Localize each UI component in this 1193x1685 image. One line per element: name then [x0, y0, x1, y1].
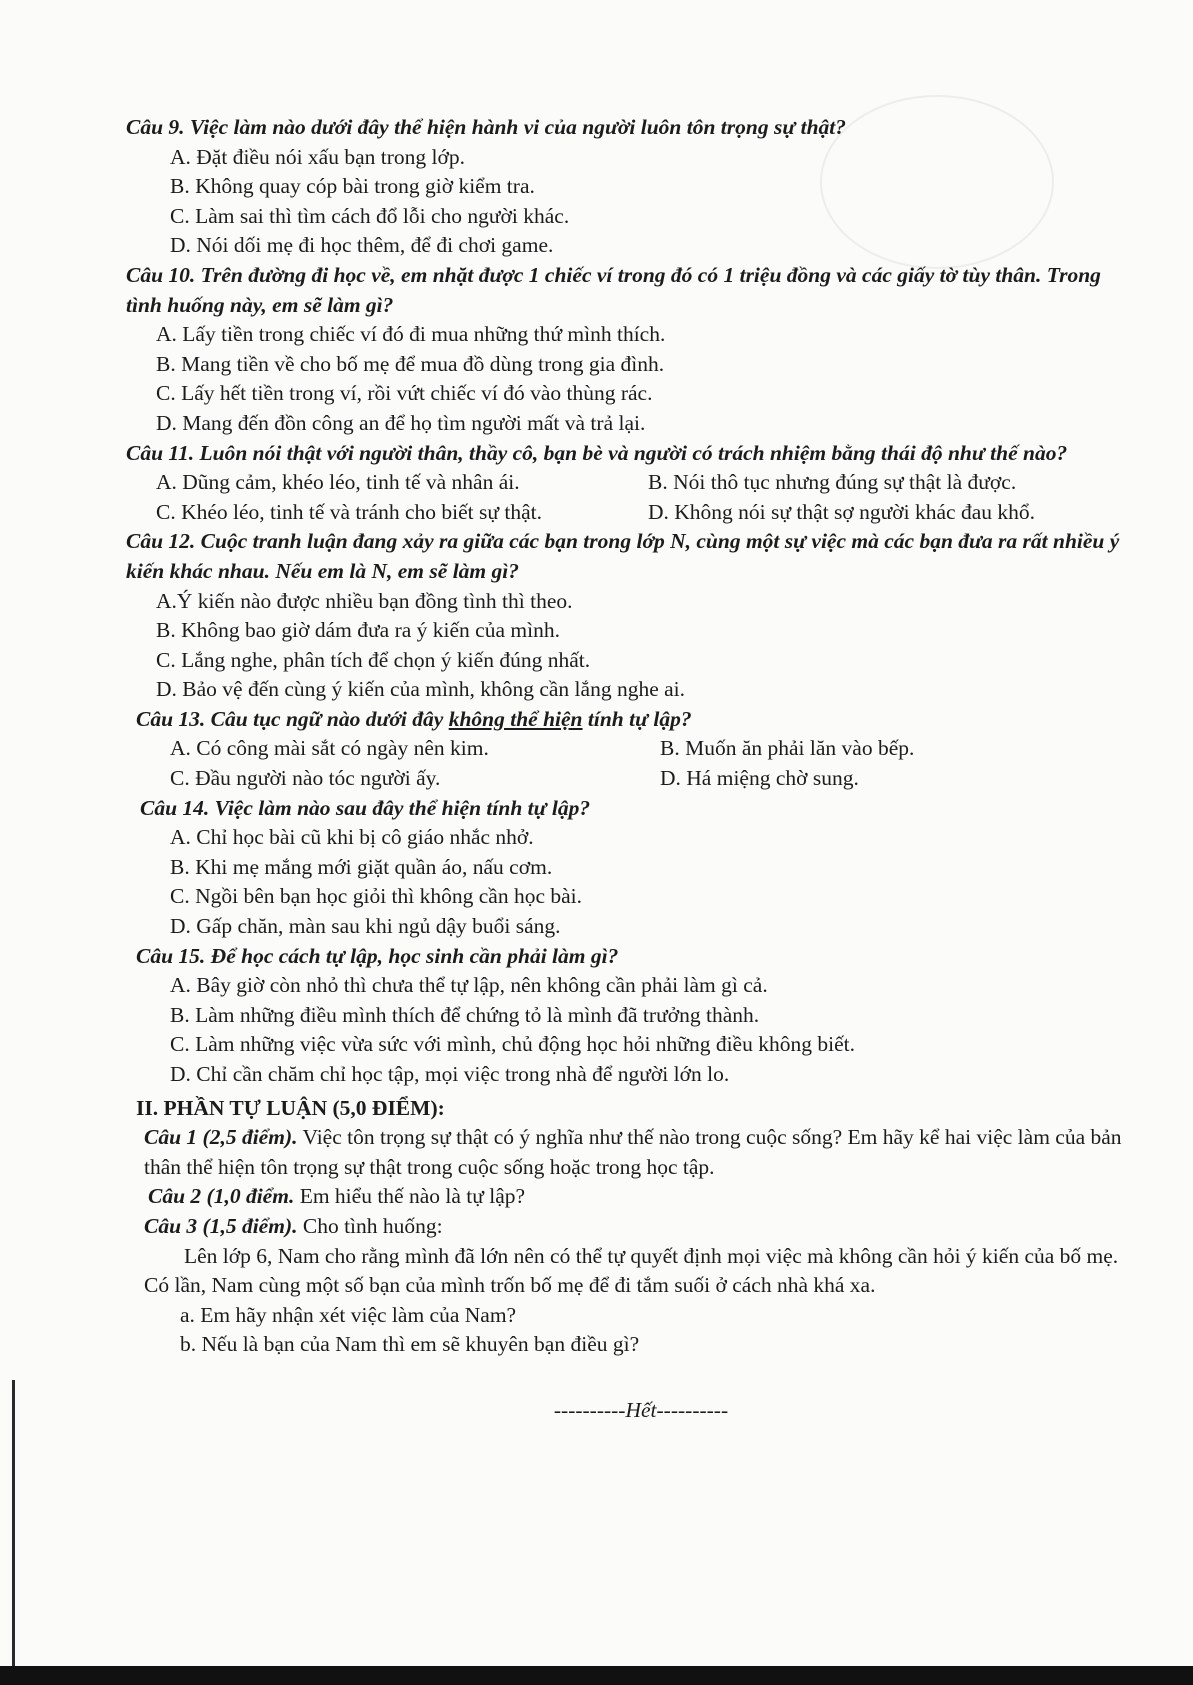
question-13-option-a: A. Có công mài sắt có ngày nên kim.	[170, 736, 489, 761]
essay-question-1-label: Câu 1 (2,5 điểm).	[144, 1125, 298, 1150]
question-9-option-d: D. Nói dối mẹ đi học thêm, để đi chơi game.	[170, 233, 554, 258]
essay-question-3-scenario: Lên lớp 6, Nam cho rằng mình đã lớn nên có thể tự quyết định mọi việc mà không cần hỏi ý kiến của bố mẹ. Có lần, Nam cùng một số bạn của mình trốn bố mẹ để đi tắm suối ở cách nhà khá xa.	[144, 1243, 1119, 1298]
section-2-heading: II. PHẦN TỰ LUẬN (5,0 ĐIỂM):	[136, 1095, 445, 1120]
essay-question-1-text: Việc tôn trọng sự thật có ý nghĩa như thế nào trong cuộc sống? Em hãy kể hai việc làm của bản thân thể hiện tôn trọng sự thật trong cuộc sống hoặc trong học tập.	[144, 1125, 1122, 1179]
question-12-title: Câu 12. Cuộc tranh luận đang xảy ra giữa các bạn trong lớp N, cùng một sự việc mà các bạn đưa ra rất nhiều ý kiến khác nhau. Nếu em là N, em sẽ làm gì?	[126, 529, 1120, 583]
question-9-option-c: C. Làm sai thì tìm cách đổ lỗi cho người khác.	[170, 203, 570, 228]
question-13-title-pre: Câu 13. Câu tục ngữ nào dưới đây	[136, 706, 449, 731]
question-12-option-b: B. Không bao giờ dám đưa ra ý kiến của mình.	[156, 618, 560, 643]
question-13-option-b: B. Muốn ăn phải lăn vào bếp.	[660, 736, 915, 761]
exam-content	[126, 113, 1136, 1426]
question-14-option-c: C. Ngồi bên bạn học giỏi thì không cần học bài.	[170, 884, 583, 909]
question-15-option-b: B. Làm những điều mình thích để chứng tỏ là mình đã trưởng thành.	[170, 1002, 760, 1027]
question-15-option-d: D. Chỉ cần chăm chỉ học tập, mọi việc trong nhà để người lớn lo.	[170, 1062, 730, 1086]
question-10-option-b: B. Mang tiền về cho bố mẹ để mua đồ dùng trong gia đình.	[156, 351, 665, 376]
question-9-title: Câu 9. Việc làm nào dưới đây thể hiện hành vi của người luôn tôn trọng sự thật?	[126, 115, 847, 139]
essay-question-2-text: Em hiểu thế nào là tự lập?	[294, 1184, 526, 1209]
question-11-row-1	[126, 468, 1136, 498]
question-15-option-c: C. Làm những việc vừa sức với mình, chủ động học hỏi những điều không biết.	[170, 1032, 855, 1057]
essay-question-3	[126, 1212, 1136, 1242]
question-13-row-1	[126, 734, 1136, 764]
question-12-option-c: C. Lắng nghe, phân tích để chọn ý kiến đúng nhất.	[156, 647, 591, 672]
essay-question-2	[126, 1182, 1136, 1212]
question-15-option-a: A. Bây giờ còn nhỏ thì chưa thể tự lập, nên không cần phải làm gì cả.	[170, 973, 768, 998]
essay-question-3-text: Cho tình huống:	[297, 1213, 443, 1238]
end-marker: ----------Hết----------	[553, 1397, 729, 1422]
question-11-option-d: D. Không nói sự thật sợ người khác đau khổ.	[648, 499, 1036, 524]
question-14-title: Câu 14. Việc làm nào sau đây thể hiện tính tự lập?	[140, 795, 591, 820]
question-13-title-post: tính tự lập?	[582, 706, 692, 731]
question-10-title: Câu 10. Trên đường đi học về, em nhặt được 1 chiếc ví trong đó có 1 triệu đồng và các giấy tờ tùy thân. Trong tình huống này, em sẽ làm gì?	[126, 262, 1101, 317]
question-12-option-a: A.Ý kiến nào được nhiều bạn đồng tình thì theo.	[156, 588, 573, 613]
question-11-option-a: A. Dũng cảm, khéo léo, tinh tế và nhân ái.	[156, 470, 520, 495]
essay-question-3-label: Câu 3 (1,5 điểm).	[144, 1213, 298, 1238]
question-14-option-d: D. Gấp chăn, màn sau khi ngủ dậy buổi sáng.	[170, 914, 561, 939]
question-14-option-a: A. Chỉ học bài cũ khi bị cô giáo nhắc nhở.	[170, 825, 534, 850]
question-10-option-a: A. Lấy tiền trong chiếc ví đó đi mua những thứ mình thích.	[156, 322, 666, 347]
question-13-title	[126, 705, 1136, 735]
question-11-row-2	[126, 498, 1136, 528]
question-11-option-b: B. Nói thô tục nhưng đúng sự thật là được.	[648, 470, 1017, 495]
question-14-option-b: B. Khi mẹ mắng mới giặt quần áo, nấu cơm.	[170, 854, 553, 879]
scan-edge-bottom	[0, 1666, 1193, 1685]
essay-question-2-label: Câu 2 (1,0 điểm.	[148, 1184, 295, 1209]
question-15-title: Câu 15. Để học cách tự lập, học sinh cần phải làm gì?	[136, 943, 619, 968]
essay-question-3-part-a: a. Em hãy nhận xét việc làm của Nam?	[180, 1302, 517, 1327]
question-9-option-b: B. Không quay cóp bài trong giờ kiểm tra.	[170, 174, 535, 199]
question-9-option-a: A. Đặt điều nói xấu bạn trong lớp.	[170, 144, 465, 169]
question-10-option-c: C. Lấy hết tiền trong ví, rồi vứt chiếc ví đó vào thùng rác.	[156, 381, 653, 406]
scan-edge-left	[12, 1380, 15, 1670]
question-10-option-d: D. Mang đến đồn công an để họ tìm người mất và trả lại.	[156, 410, 646, 435]
question-13-option-d: D. Há miệng chờ sung.	[660, 766, 859, 791]
question-13-option-c: C. Đầu người nào tóc người ấy.	[170, 766, 441, 791]
question-12-option-d: D. Bảo vệ đến cùng ý kiến của mình, không cần lắng nghe ai.	[156, 677, 685, 702]
question-13-title-underline: không thể hiện	[448, 706, 583, 731]
essay-question-3-part-b: b. Nếu là bạn của Nam thì em sẽ khuyên bạn điều gì?	[180, 1332, 640, 1357]
question-11-title: Câu 11. Luôn nói thật với người thân, thầy cô, bạn bè và người có trách nhiệm bằng thái độ như thế nào?	[126, 440, 1068, 465]
essay-question-1	[126, 1123, 1136, 1182]
question-13-row-2	[126, 764, 1136, 794]
question-11-option-c: C. Khéo léo, tinh tế và tránh cho biết sự thật.	[156, 499, 543, 524]
